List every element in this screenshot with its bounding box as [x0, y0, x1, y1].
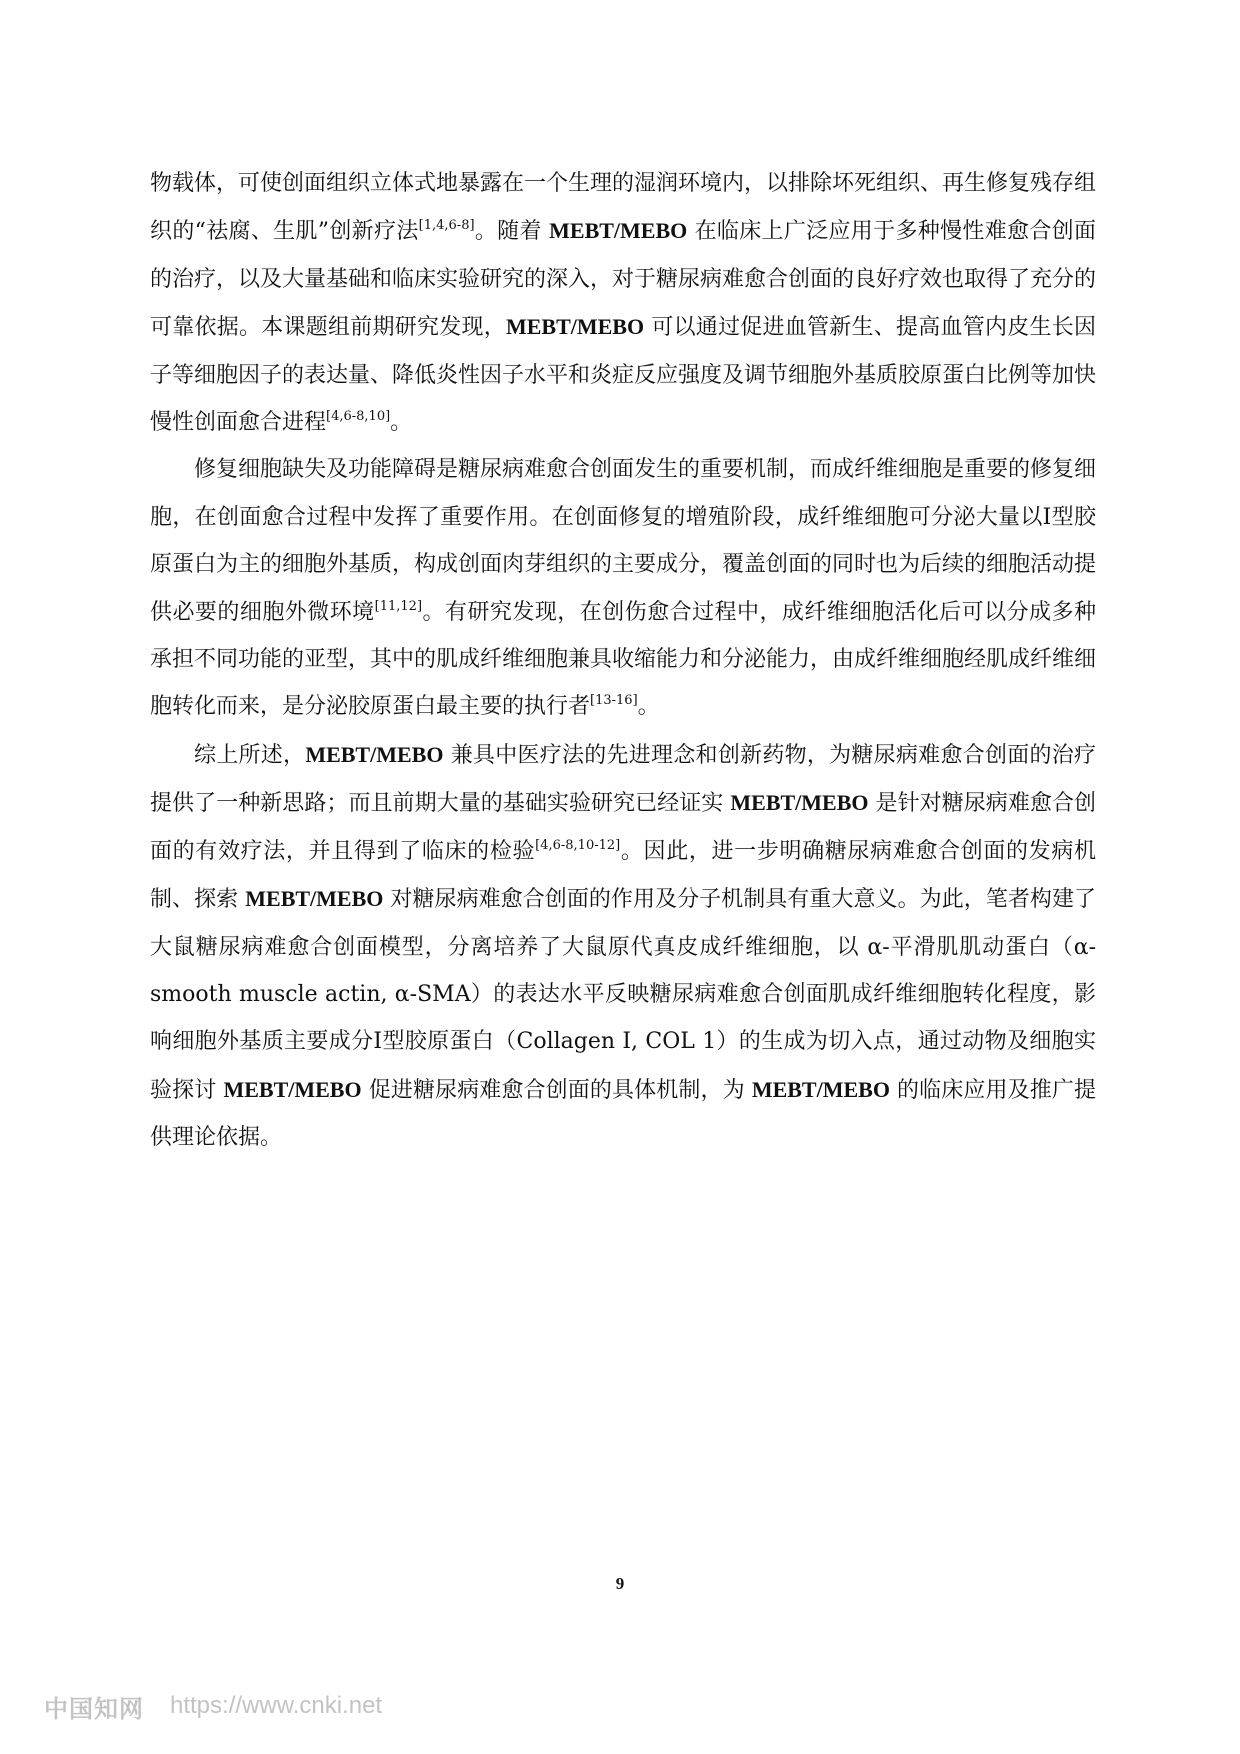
citation-ref: [11,12] — [374, 598, 423, 614]
citation-ref: [4,6-8,10-12] — [535, 837, 621, 853]
term-mebt-mebo: MEBT/MEBO — [730, 790, 869, 816]
text-run: 综上所述， — [194, 742, 306, 768]
text-run: 物载体，可使创面组织立体式地暴露在一个生理的湿润环境内，以排除坏死组织、再生修复残存组织的“祛腐、生肌”创新疗法 — [150, 171, 1097, 245]
paragraph-2 — [150, 446, 1096, 730]
watermark — [44, 1689, 382, 1723]
text-run: 是针对糖尿病难愈合创面的有效疗法，并且得到了临床的检验 — [150, 791, 1097, 864]
text-run: 。随着 — [474, 219, 550, 245]
page-number: 9 — [615, 1574, 625, 1593]
text-run: 对糖尿病难愈合创面的作用及分子机制具有重大意义。为此，笔者构建了大鼠糖尿病难愈合创面模型，分离培养了大鼠原代真皮成纤维细胞，以 α-平滑肌肌动蛋白（α-smooth muscle actin, α-SMA）的表达水平反映糖尿病难愈合创面肌成纤维细胞转化程度，影响细胞外基质主要成分Ⅰ型胶原蛋白（Collagen I, COL 1）的生成为切入点，通过动物及细胞实验探讨 — [150, 887, 1096, 1103]
text-run: 修复细胞缺失及功能障碍是糖尿病难愈合创面发生的重要机制，而成纤维细胞是重要的修复细胞，在创面愈合过程中发挥了重要作用。在创面修复的增殖阶段，成纤维细胞可分泌大量以Ⅰ型胶原蛋白为主的细胞外基质，构成创面肉芽组织的主要成分，覆盖创面的同时也为后续的细胞活动提供必要的细胞外微环境 — [150, 457, 1097, 625]
citation-ref: [1,4,6-8] — [418, 218, 475, 234]
term-mebt-mebo: MEBT/MEBO — [223, 1076, 362, 1102]
text-run: 促进糖尿病难愈合创面的具体机制，为 — [361, 1077, 752, 1103]
term-mebt-mebo: MEBT/MEBO — [245, 886, 384, 912]
text-run: 可以通过促进血管新生、提高血管内皮生长因子等细胞因子的表达量、降低炎性因子水平和炎症反应强度及调节细胞外基质胶原蛋白比例等加快慢性创面愈合进程 — [150, 315, 1097, 436]
text-run: 在临床上广泛应用于多种慢性难愈合创面的治疗，以及大量基础和临床实验研究的深入，对于糖尿病难愈合创面的良好疗效也取得了充分的可靠依据。本课题组前期研究发现， — [150, 219, 1097, 341]
term-mebt-mebo: MEBT/MEBO — [505, 314, 645, 340]
text-run: 。因此，进一步明确糖尿病难愈合创面的发病机制、探索 — [150, 838, 1096, 913]
text-run: 兼具中医疗法的先进理念和创新药物，为糖尿病难愈合创面的治疗提供了一种新思路；而且前期大量的基础实验研究已经证实 — [150, 742, 1096, 817]
text-run: 的临床应用及推广提供理论依据。 — [150, 1077, 1096, 1151]
citation-ref: [4,6-8,10] — [326, 409, 391, 425]
text-run: 。 — [637, 694, 660, 720]
paragraph-1 — [150, 160, 1096, 446]
citation-ref: [13-16] — [590, 693, 638, 709]
text-run: 。 — [390, 410, 413, 436]
term-mebt-mebo: MEBT/MEBO — [549, 218, 688, 244]
term-mebt-mebo: MEBT/MEBO — [751, 1076, 890, 1102]
page-body — [150, 160, 1096, 1162]
text-run: 。有研究发现，在创伤愈合过程中，成纤维细胞活化后可以分成多种承担不同功能的亚型，其中的肌成纤维细胞兼具收缩能力和分泌能力，由成纤维细胞经肌成纤维细胞转化而来，是分泌胶原蛋白最主要的执行者 — [150, 599, 1097, 720]
term-mebt-mebo: MEBT/MEBO — [305, 741, 444, 767]
watermark-url: https://www.cnki.net — [170, 1692, 383, 1719]
paragraph-3 — [150, 731, 1096, 1162]
cnki-logo: 中国知网 — [44, 1694, 144, 1723]
